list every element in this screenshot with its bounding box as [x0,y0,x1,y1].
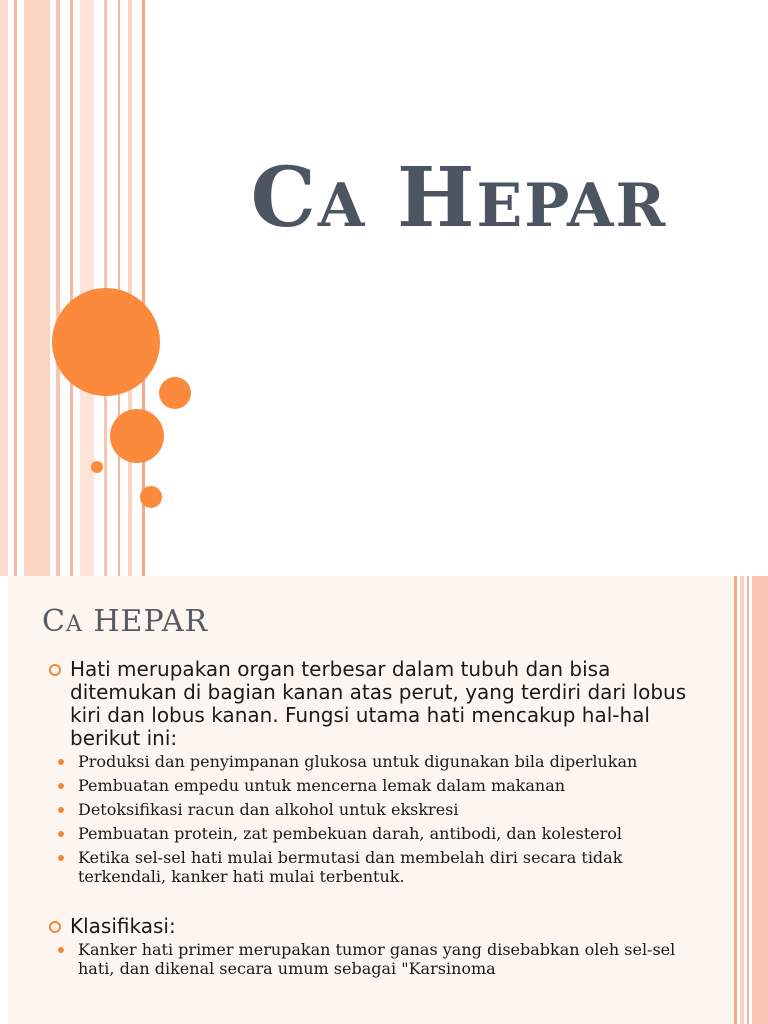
dot-bullet-icon [58,855,64,861]
list-item: Ketika sel-sel hati mulai bermutasi dan membelah diri secara tidak terkendali, kanker hati mulai terbentuk. [48,848,708,886]
bullet-content [48,658,708,983]
dot-bullet-icon [58,831,64,837]
decorative-stripes-right [734,576,768,1024]
dot-bullet-icon [58,807,64,813]
circle-small-bottom [140,486,162,508]
circle-bullet-icon [49,664,61,676]
dot-bullet-icon [58,759,64,765]
title-word-1: CA [250,150,367,246]
circle-small-right [159,377,191,409]
list-item: Produksi dan penyimpanan glukosa untuk digunakan bila diperlukan [48,752,708,771]
dot-bullet-icon [58,783,64,789]
content-slide-title: CA HEPAR [42,604,209,639]
decorative-circles [0,0,220,576]
content-slide [0,576,768,1024]
circle-large [52,288,160,396]
klasifikasi-list [48,940,708,978]
list-item: Detoksifikasi racun dan alkohol untuk ekskresi [48,800,708,819]
function-list [48,752,708,886]
dot-bullet-icon [58,947,64,953]
list-item: Pembuatan empedu untuk mencerna lemak dalam makanan [48,776,708,795]
section-intro: Hati merupakan organ terbesar dalam tubuh dan bisa ditemukan di bagian kanan atas perut, yang terdiri dari lobus kiri dan lobus kanan. Fungsi utama hati mencakup hal-hal berikut ini: [48,658,708,750]
list-item: Kanker hati primer merupakan tumor ganas yang disebabkan oleh sel-sel hati, dan dikenal secara umum sebagai "Karsinoma [48,940,708,978]
circle-tiny [91,461,103,473]
section-klasifikasi: Klasifikasi: [48,915,708,938]
list-item: Pembuatan protein, zat pembekuan darah, antibodi, dan kolesterol [48,824,708,843]
circle-bullet-icon [49,921,61,933]
slide-title [150,150,768,246]
circle-medium [110,409,164,463]
title-word-2: HEPAR [397,150,668,246]
